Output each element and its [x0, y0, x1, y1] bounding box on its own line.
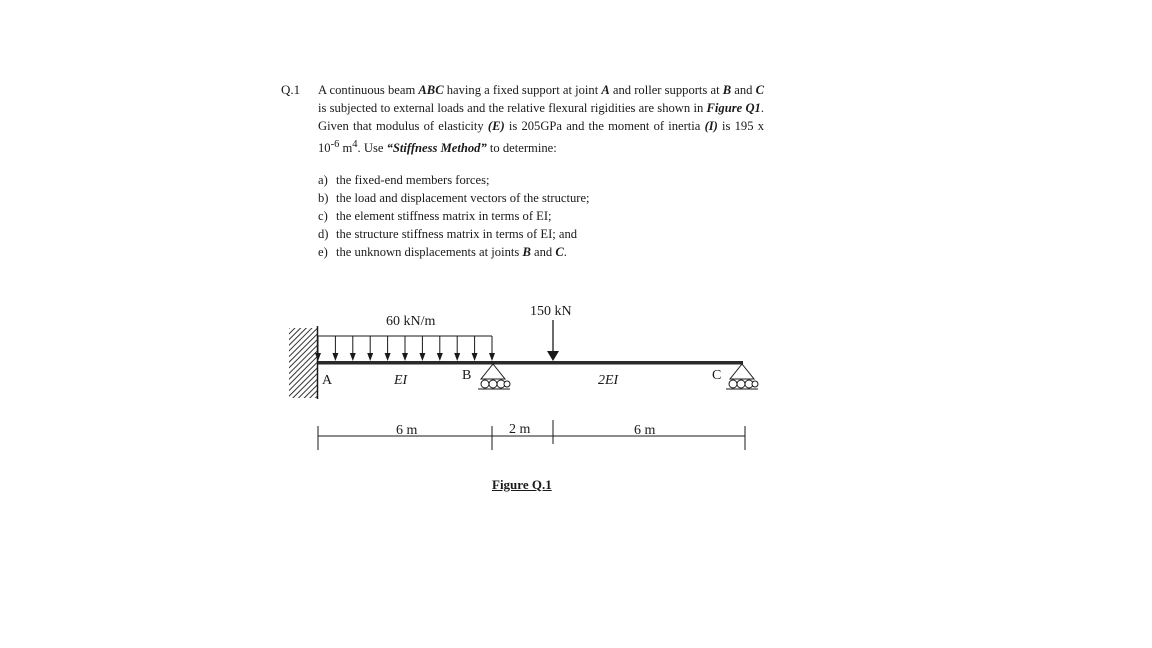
udl-label: 60 kN/m	[386, 314, 436, 329]
roller-support-b	[478, 364, 510, 389]
figure-reference: Figure Q1	[706, 101, 761, 116]
joint-label-c: C	[712, 368, 722, 383]
list-item: b) the load and displacement vectors of the structure;	[318, 191, 590, 205]
udl-arrow-head	[402, 353, 408, 361]
udl-arrow-head	[350, 353, 356, 361]
beam	[318, 361, 743, 365]
joint-label-a: A	[322, 373, 333, 388]
method-name: “Stiffness Method”	[386, 140, 487, 155]
question-intro: A continuous beam ABC having a fixed support at joint A and roller supports at B and C is subjected to external loads and the relative flexural rigidities are shown in Figure Q1. Given that modulus of elasticity (E) is 205GPa and the moment of inertia (I) is 195 x $10^{-6}$ $m^4$. Use “Stiffness Method” to determine:	[318, 83, 765, 155]
list-item: d) the structure stiffness matrix in terms of EI; and	[318, 227, 578, 241]
udl-arrow-head	[489, 353, 495, 361]
list-item: e) the unknown displacements at joints B and C.	[318, 245, 567, 259]
udl-arrow-head	[419, 353, 425, 361]
joint-label-b: B	[462, 368, 472, 383]
udl-arrow-head	[472, 353, 478, 361]
list-item: c) the element stiffness matrix in terms of EI;	[318, 209, 552, 223]
fixed-support-a	[289, 326, 318, 399]
beam-name: ABC	[418, 83, 444, 97]
dimension-lines	[318, 420, 745, 450]
span-ab-label: 6 m	[396, 423, 418, 438]
udl-arrows	[315, 336, 495, 361]
span-b-load-label: 2 m	[509, 422, 531, 437]
udl-arrow-head	[437, 353, 443, 361]
point-load-label: 150 kN	[530, 304, 572, 319]
udl-arrow-head	[367, 353, 373, 361]
rigidity-bc: 2EI	[598, 373, 619, 388]
list-item: a) the fixed-end members forces;	[318, 173, 490, 187]
roller-support-c	[726, 364, 758, 389]
rigidity-ab: EI	[394, 373, 408, 388]
udl-arrow-head	[332, 353, 338, 361]
udl-arrow-head	[454, 353, 460, 361]
point-load-arrow	[547, 320, 559, 361]
question-number: Q.1	[281, 82, 301, 97]
span-load-c-label: 6 m	[634, 423, 656, 438]
figure-caption: Figure Q.1	[492, 477, 552, 492]
udl-arrow-head	[385, 353, 391, 361]
